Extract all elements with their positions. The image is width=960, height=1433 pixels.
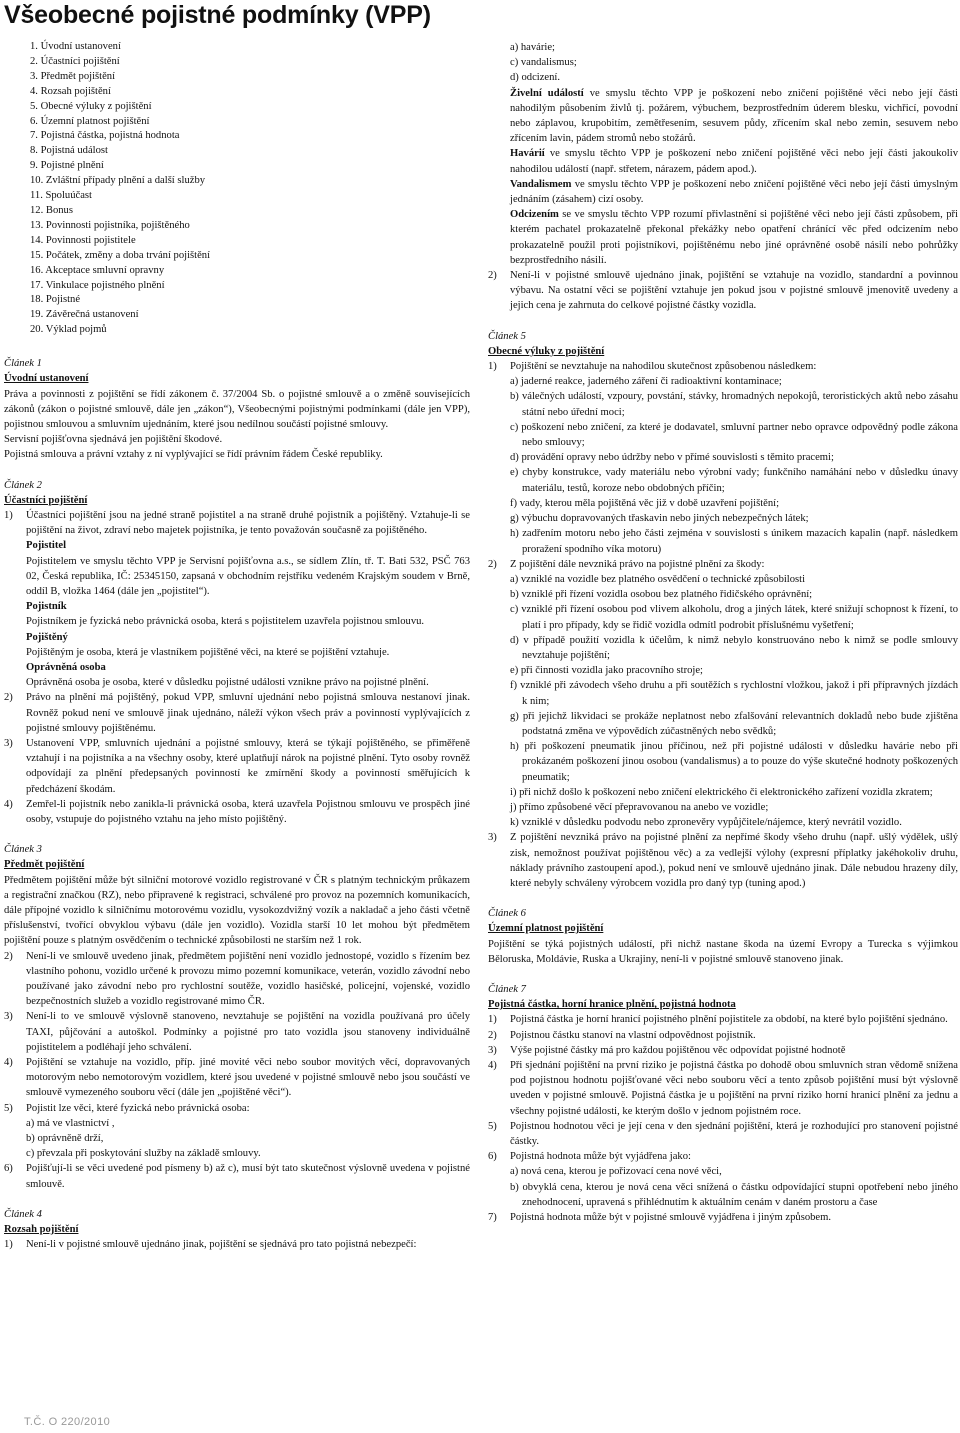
toc-item: 17. Vinkulace pojistného plnění (30, 279, 165, 291)
article-7-item-6: 6) Pojistná hodnota může být vyjádřena jako: (488, 1151, 691, 1163)
article-3-item-6: 6) Pojišťují-li se věci uvedené pod písmeny b) až c), musí být tato skutečnost výslovně uvedena v pojistné smlouvě. (4, 1163, 470, 1190)
article-7-item-5: 5) Pojistnou hodnotou věci je její cena v den sjednání pojištění, která je rozhodující pro stanovení pojistné částky. (488, 1120, 958, 1148)
toc-item: 5. Obecné výluky z pojištění (30, 100, 152, 112)
list-item: d) provádění opravy nebo údržby nebo v přímé souvislosti s těmito pracemi; (510, 452, 834, 464)
article-6-paragraph: Pojištění se týká pojistných událostí, při nichž nastane škoda na území Evropy a Turecka s výjimkou Běloruska, Moldávie, Ruska a Ukrajiny, není-li v pojistné smlouvě stanoveno jinak. (488, 938, 958, 965)
toc-item: 4. Rozsah pojištění (30, 85, 111, 97)
article-2-label: Článek 2 (4, 479, 42, 491)
list-item: a) vzniklé na vozidle bez platného osvědčení o technické způsobilosti (510, 573, 806, 585)
toc-item: 15. Počátek, změny a doba trvání pojištění (30, 249, 211, 261)
list-item: b) obvyklá cena, kterou je nová cena věci snížená o částku odpovídající stupni opotřebení nebo jiného znehodnocení, upravená s přihlédnutím k aktuálním cenám v daném prostoru a čase (510, 1181, 958, 1208)
document-code: T.Č. O 220/2010 (24, 1416, 111, 1428)
article-6-label: Článek 6 (488, 908, 526, 920)
definition-havarie: Havárií ve smyslu těchto VPP je poškození nebo zničení pojištěné věci nebo její části jakoukoliv nahodilou událostí (např. střetem, nárazem, pádem apod.). (510, 148, 958, 175)
article-5-title: Obecné výluky z pojištění (488, 345, 605, 357)
article-4-title: Rozsah pojištění (4, 1224, 79, 1236)
list-item: a) nová cena, kterou je pořizovací cena nové věci, (510, 1166, 722, 1178)
article-7-item-1: 1) Pojistná částka je horní hranicí pojistného plnění pojistitele za období, na které bylo pojištění sjednáno. (488, 1014, 948, 1026)
definition-text: Oprávněná osoba je osoba, které v důsledku pojistné události vznikne právo na pojistné plnění. (26, 677, 429, 689)
toc-item: 3. Předmět pojištění (30, 70, 116, 82)
list-item: f) vady, kterou měla pojištěná věc již v době uzavření pojištění; (510, 497, 780, 509)
article-7-item-4: 4) Při sjednání pojištění na první riziko je pojistná částka po dohodě obou smluvních stran vědomě snížena pod pojistnou hodnotu pojišťované věci nebo souboru věcí a tento způsob pojištění musí být výslovně uveden v pojistné smlouvě. Pojistná částka je u pojištění na první riziko horní hranicí plnění za jednu a všechny pojistné události, ke kterým došlo v jednom pojistném roce. (488, 1060, 958, 1117)
article-3-title: Předmět pojištění (4, 859, 85, 871)
list-item: b) vzniklé při řízení vozidla osobou bez platného řidičského oprávnění; (510, 589, 813, 601)
article-7-item-2: 2) Pojistnou částku stanoví na vlastní odpovědnost pojistník. (488, 1029, 756, 1041)
list-item: c) převzala při poskytování služby na základě smlouvy. (26, 1148, 261, 1160)
article-7-label: Článek 7 (488, 983, 526, 995)
definition-term: Pojištěný (26, 631, 68, 643)
toc-item: 10. Zvláštní případy plnění a další služby (30, 175, 206, 187)
definition-text: Pojištěným je osoba, která je vlastníkem pojištěné věci, na které se pojištění vztahuje. (26, 646, 390, 658)
list-item: e) při činnosti vozidla jako pracovního stroje; (510, 665, 703, 677)
toc-item: 16. Akceptace smluvní opravny (30, 264, 165, 276)
article-1-paragraph: Servisní pojišťovna sjednává jen pojištění škodové. (4, 434, 223, 446)
article-1-paragraph: Práva a povinnosti z pojištění se řídí zákonem č. 37/2004 Sb. o pojistné smlouvě a o změně souvisejících zákonů (zákon o pojistné smlouvě, dále jen „zákon“), Všeobecnými pojistnými podmínkami (dále jen VPP), pojistnou smlouvou a smluvním ujednáním, které jsou nedílnou součástí pojistné smlouvy. (4, 388, 470, 430)
list-item: a) havárie; (510, 42, 555, 53)
article-4-label: Článek 4 (4, 1208, 42, 1220)
article-2-title: Účastníci pojištění (4, 494, 88, 506)
list-item: d) v případě použití vozidla k účelům, k nimž nebylo konstruováno nebo k nimž se podle smlouvy nevztahuje pojištění; (510, 634, 958, 661)
list-item: j) přímo způsobené věcí přepravovanou na anebo ve vozidle; (510, 801, 769, 813)
article-5-item-3: 3) Z pojištění nevzniká právo na pojistné plnění za nepřímé škody všeho druhu (např. ušlý výdělek, ušlý zisk, nemožnost používat pojištěnou věc) a za vedlejší výlohy (expresní příplatky jakéhokoliv druhu, náklady právního zastoupení apod.), pokud není ve smlouvě ujednáno jinak. Dále nebudou hrazeny díly, které nebyly schváleny výrobcem vozidla pro daný typ (tuning apod.) (488, 832, 958, 889)
definition-term: Oprávněná osoba (26, 661, 106, 673)
article-2-item-2: 2) Právo na plnění má pojištěný, pokud VPP, smluvní ujednání nebo pojistná smlouva nestanoví jinak. Rovněž pokud není ve smlouvě jinak ujednáno, náleží výkon všech práv a povinností vyplývajících z pojistné smlouvy pojištěnému. (4, 692, 470, 734)
article-3-paragraph: Předmětem pojištění může být silniční motorové vozidlo registrované v ČR s platným technickým průkazem a registrační značkou (RZ), nebo připravené k registraci, schválené pro provoz na pozemních komunikacích, dále přípojné vozidlo k silničnímu motorovému vozidlu, vysokozdvižný vozík a nakladač a jeho části včetně příslušenství, tvořící obvyklou výbavu (dále jen vozidlo). Vozidla starší 10 let mohou být předmětem pojištění pouze s platným osvědčením o technické způsobilosti ne starším než 1 rok. (4, 874, 470, 947)
list-item: h) při poškození pneumatik jinou příčinou, než při pojistné události v důsledku havárie nebo při prokázaném poškození jinou osobou (vandalismus) a to pouze do výše skutečné hodnoty poškozených pneumatik; (510, 741, 958, 783)
right-column (488, 40, 958, 1225)
toc-item: 2. Účastníci pojištění (30, 55, 120, 67)
definition-term: Pojistník (26, 601, 67, 613)
definition-zivelni: Živelní událostí ve smyslu těchto VPP je poškození nebo zničení pojištěné věci nebo její části nahodilým působením živlů tj. požárem, výbuchem, bezprostředním úderem blesku, vichřicí, povodní nebo záplavou, krupobitím, zemětřesením, sesuvem půdy, zřícením skal nebo zemin, sesuvem nebo zřícením lavin, pádem stromů nebo stožárů. (510, 87, 958, 145)
toc-item: 11. Spoluúčast (30, 190, 92, 202)
definition-vandalismus: Vandalismem ve smyslu těchto VPP je poškození nebo zničení pojištěné věci nebo její části úmyslným jednáním (zásahem) cizí osoby. (510, 178, 958, 206)
left-column (4, 40, 470, 1253)
document-title: Všeobecné pojistné podmínky (VPP) (4, 1, 431, 29)
article-3-item-4: 4) Pojištění se vztahuje na vozidlo, příp. jiné movité věci nebo soubor movitých věcí, dopravovaných motorovým nebo nemotorovým vozidlem, které jsou uvedené v pojistné smlouvě nebo jsou součástí ve smlouvě vymezeného souboru věcí (dále jen „pojištěné věci“). (4, 1057, 470, 1099)
article-6-title: Územní platnost pojištění (488, 923, 604, 935)
article-4-item-2: 2) Není-li v pojistné smlouvě ujednáno jinak, pojištění se vztahuje na vozidlo, standardní a povinnou výbavu. Na ostatní věci se pojištění vztahuje jen pokud jsou v pojistné smlouvě jmenovitě uvedeny a jejich cena je zahrnuta do celkové pojistné částky vozidla. (488, 270, 958, 312)
list-item: b) válečných událostí, vzpoury, povstání, stávky, hromadných nepokojů, teroristických aktů nebo zásahu státní nebo úřední moci; (510, 391, 958, 418)
toc-item: 13. Povinnosti pojistníka, pojištěného (30, 219, 190, 231)
toc-item: 14. Povinnosti pojistitele (30, 234, 136, 246)
list-item: a) jaderné reakce, jaderného záření či radioaktivní kontaminace; (510, 376, 782, 388)
list-item: h) zadřením motoru nebo jeho části zejména v souvislosti s únikem mazacích kapalin (např. následkem proražení spodního víka motoru) (510, 528, 958, 555)
article-7-item-3: 3) Výše pojistné částky má pro každou pojištěnou věc odpovídat pojistné hodnotě (488, 1044, 846, 1056)
list-item: k) vzniklé v důsledku podvodu nebo zpronevěry vypůjčitele/nájemce, který nevrátil vozidlo. (510, 817, 902, 829)
toc-item: 20. Výklad pojmů (30, 324, 107, 336)
toc-item: 18. Pojistné (30, 294, 81, 306)
table-of-contents (4, 40, 470, 338)
article-5-label: Článek 5 (488, 330, 526, 342)
list-item: d) odcizení. (510, 72, 561, 84)
article-3-label: Článek 3 (4, 844, 42, 856)
list-item: c) poškození nebo zničení, za které je dodavatel, smluvní partner nebo opravce odpovědný podle zákona nebo smlouvy; (510, 421, 958, 449)
toc-item: 12. Bonus (30, 204, 73, 216)
definition-text: Pojistitelem ve smyslu těchto VPP je Servisní pojišťovna a.s., se sídlem Zlín, tř. T. Bati 532, PSČ 763 02, Česká republika, IČ: 25345150, zapsaná v obchodním rejstříku vedeném Krajským soudem v Brně, oddíl B, vložka 1464 (dále jen „pojistitel“). (26, 555, 470, 597)
definition-text: Pojistníkem je fyzická nebo právnická osoba, která s pojistitelem uzavřela pojistnou smlouvu. (26, 616, 425, 628)
article-4-item-1: 1) Není-li v pojistné smlouvě ujednáno jinak, pojištění se sjednává pro tato pojistná nebezpečí: (4, 1239, 417, 1251)
list-item: g) výbuchu dopravovaných třaskavin nebo jiných nebezpečných látek; (510, 513, 809, 525)
list-item: f) vzniklé při závodech všeho druhu a při soutěžích s rychlostní vložkou, jakož i při přípravných jízdách k nim; (510, 680, 958, 707)
definition-term: Pojistitel (26, 540, 67, 552)
article-3-item-3: 3) Není-li to ve smlouvě výslovně stanoveno, nevztahuje se pojištění na vozidla používaná pro účely TAXI, půjčování a autoškol. Podmínky a pojistné pro tato vozidla jsou stanoveny individuálně pojistitelem a podléhají jeho schválení. (4, 1011, 470, 1053)
list-item: i) při nichž došlo k poškození nebo zničení elektrického či elektronického zařízení vozidla zkratem; (510, 786, 933, 798)
article-2-item-3: 3) Ustanovení VPP, smluvních ujednání a pojistné smlouvy, která se týkají pojištěného, se přiměřeně vztahují i na pojistníka a na všechny osoby, které uplatňují nárok na pojistné plnění. Tyto osoby rovněž odpovídají za plnění předepsaných povinností ke zmírnění škody a povinností směřujících k předcházení škodám. (4, 738, 470, 795)
article-3-item-2: 2) Není-li ve smlouvě uvedeno jinak, předmětem pojištění není vozidlo jednostopé, vozidlo s řízením bez vlastního pohonu, vozidlo určené k provozu mimo pozemní komunikace, veterán, vozidlo závodní nebo používané jako závodní nebo pro rychlostní soutěže, vozidlo hasičské, policejní, vojenské, vozidlo bezpečnostních služeb a vozidlo registrované mimo ČR. (4, 950, 470, 1008)
article-1-title: Úvodní ustanovení (4, 373, 89, 385)
toc-item: 1. Úvodní ustanovení (30, 41, 121, 52)
article-7-item-7: 7) Pojistná hodnota může být v pojistné smlouvě vyjádřena i jiným způsobem. (488, 1212, 832, 1224)
list-item: e) chyby konstrukce, vady materiálu nebo výrobní vady; funkčního namáhání nebo v důsledku únavy materiálu, testů, koroze nebo obdobných příčin; (510, 467, 958, 494)
article-3-item-5: 5) Pojistit lze věci, které fyzická nebo právnická osoba: (4, 1102, 250, 1114)
article-7-title: Pojistná částka, horní hranice plnění, pojistná hodnota (488, 999, 736, 1011)
toc-item: 19. Závěrečná ustanovení (30, 309, 139, 321)
list-item: a) má ve vlastnictví , (26, 1117, 115, 1129)
article-2-item-4: 4) Zemřel-li pojistník nebo zanikla-li právnická osoba, která uzavřela Pojistnou smlouvu ve prospěch jiné osoby, vstupuje do pojistného vztahu na jeho místo pojištěný. (4, 798, 470, 826)
definition-odcizeni: Odcizením se ve smyslu těchto VPP rozumí přivlastnění si pojištěné věci nebo její části způsobem, při kterém pachatel prokazatelně překonal překážky nebo opatření chránící věc před odcizením nebo prokazatelně použil proti pojistníkovi, pojištěnému nebo jiné oprávněné osobě násilí nebo pohrůžky bezprostředního násilí. (510, 209, 958, 266)
article-2-item-1: 1) Účastníci pojištění jsou na jedné straně pojistitel a na straně druhé pojistník a pojištěný. Vztahuje-li se pojištění na život, zdraví nebo majetek pojistníka, je tento považován současně za pojištěného. (4, 509, 470, 537)
list-item: g) při jejichž likvidaci se prokáže neplatnost nebo zfalšování relevantních dokladů nebo bude zjištěna podstatná změna ve výpovědích zúčastněných nebo svědků; (510, 710, 958, 737)
article-5-item-1: 1) Pojištění se nevztahuje na nahodilou skutečnost způsobenou následkem: (488, 361, 817, 373)
article-1-paragraph: Pojistná smlouva a právní vztahy z ní vyplývající se řídí právním řádem České republiky. (4, 449, 383, 461)
list-item: b) oprávněně drží, (26, 1133, 104, 1145)
list-item: c) vzniklé při řízení osobou pod vlivem alkoholu, drog a jiných látek, které snižují schopnost k řízení, to platí i pro případy, kdy se řidič vozidla odmítl podrobit příslušnému vyšetření; (510, 604, 958, 631)
toc-item: 6. Územní platnost pojištění (30, 115, 150, 127)
toc-item: 8. Pojistná událost (30, 145, 108, 157)
toc-item: 9. Pojistné plnění (30, 160, 104, 172)
article-1-label: Článek 1 (4, 358, 42, 370)
article-5-item-2: 2) Z pojištění dále nevzniká právo na pojistné plnění za škody: (488, 558, 765, 570)
toc-item: 7. Pojistná částka, pojistná hodnota (30, 130, 180, 142)
list-item: c) vandalismus; (510, 57, 577, 69)
